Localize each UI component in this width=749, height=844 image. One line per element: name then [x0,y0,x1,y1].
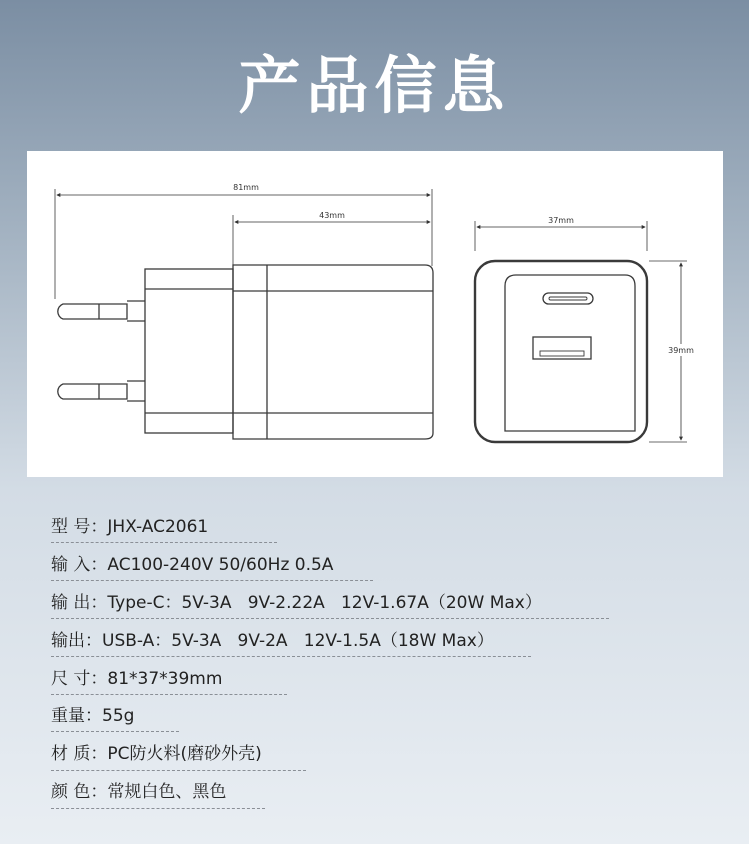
usb-c-port [543,293,593,304]
dimension-height [665,263,697,440]
charger-diagram [27,151,723,477]
spec-divider [51,542,277,543]
spec-divider [51,770,306,771]
side-view [55,189,433,439]
spec-weight: 重量：55g [51,706,135,726]
spec-divider [51,808,265,809]
page-title: 产品信息 [238,49,511,122]
dimension-label-43: 43mm [319,211,345,220]
spec-material: 材 质：PC防火料(磨砂外壳) [51,744,262,764]
dimension-body-length [235,211,430,222]
spec-divider [51,694,287,695]
front-view [475,221,687,442]
spec-divider [51,580,373,581]
spec-color: 颜 色：常规白色、黑色 [51,782,227,802]
plug-pin-lower [58,381,145,401]
dimension-label-37: 37mm [548,216,574,225]
plug-pin-upper [58,301,145,321]
dimension-label-39: 39mm [668,346,694,355]
spec-divider [51,656,531,657]
dimension-total-length [57,183,430,195]
spec-output-type-c: 输 出：Type-C：5V-3A 9V-2.22A 12V-1.67A（20W Max） [51,593,542,613]
product-diagram-panel [27,151,723,477]
spec-divider [51,618,609,619]
spec-divider [51,731,179,732]
dimension-label-81: 81mm [233,183,259,192]
spec-input: 输 入：AC100-240V 50/60Hz 0.5A [51,555,334,575]
spec-output-usb-a: 输出：USB-A：5V-3A 9V-2A 12V-1.5A（18W Max） [51,631,494,651]
spec-size: 尺 寸：81*37*39mm [51,669,223,689]
dimension-width [477,216,645,227]
spec-model: 型 号：JHX-AC2061 [51,517,209,537]
